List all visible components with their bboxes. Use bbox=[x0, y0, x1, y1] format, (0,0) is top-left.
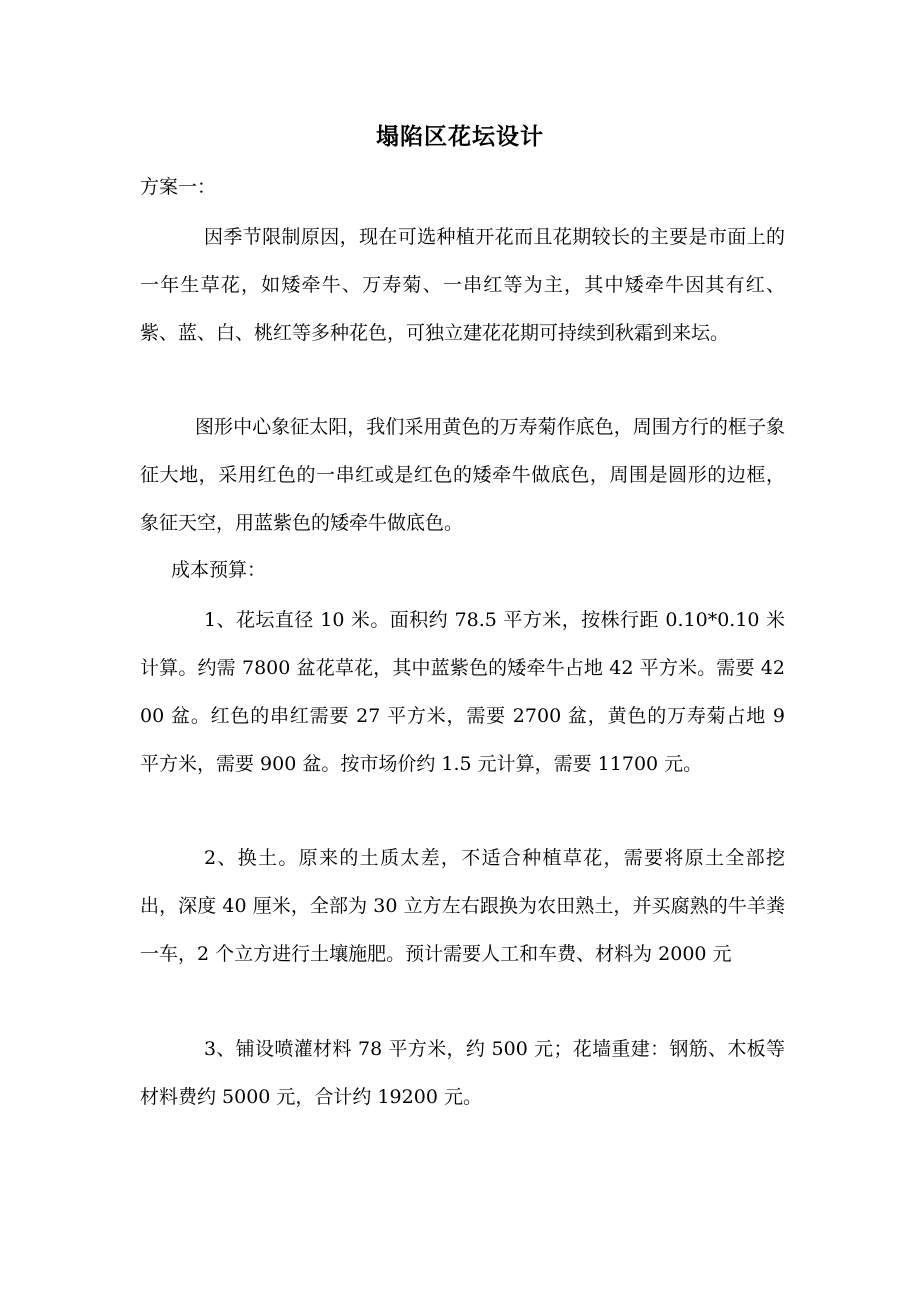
document-title: 塌陷区花坛设计 bbox=[376, 123, 544, 150]
paragraph-design-symbolism: 图形中心象征太阳，我们采用黄色的万寿菊作底色，周围方行的框子象征大地，采用红色的一串红或是红色的矮牵牛做底色，周围是圆形的边框，象征天空，用蓝紫色的矮牵牛做底色。 bbox=[140, 416, 785, 534]
budget-item-soil: 2、换土。原来的土质太差，不适合种植草花，需要将原土全部挖出，深度 40 厘米，全部为 30 立方左右跟换为农田熟土，并买腐熟的牛羊粪一车，2 个立方进行土壤施肥。预计需要人工和车费、材料为 2000 元 bbox=[140, 847, 785, 965]
budget-item-flowers: 1、花坛直径 10 米。面积约 78.5 平方米，按株行距 0.10*0.10 米计算。约需 7800 盆花草花，其中蓝紫色的矮牵牛占地 42 平方米。需要 4200 盆。红色的串红需要 27 平方米，需要 2700 盆，黄色的万寿菊占地 9 平方米，需要 900 盆。按市场价约 1.5 元计算，需要 11700 元。 bbox=[140, 609, 785, 775]
paragraph-plant-selection: 因季节限制原因，现在可选种植开花而且花期较长的主要是市面上的一年生草花，如矮牵牛、万寿菊、一串红等为主，其中矮牵牛因其有红、紫、蓝、白、桃红等多种花色，可独立建花花期可持续到秋霜到来坛。 bbox=[140, 226, 785, 344]
section-heading: 方案一： bbox=[140, 176, 217, 198]
budget-item-irrigation: 3、铺设喷灌材料 78 平方米，约 500 元；花墙重建：钢筋、木板等材料费约 5000 元，合计约 19200 元。 bbox=[140, 1038, 785, 1108]
budget-heading: 成本预算： bbox=[171, 559, 267, 581]
